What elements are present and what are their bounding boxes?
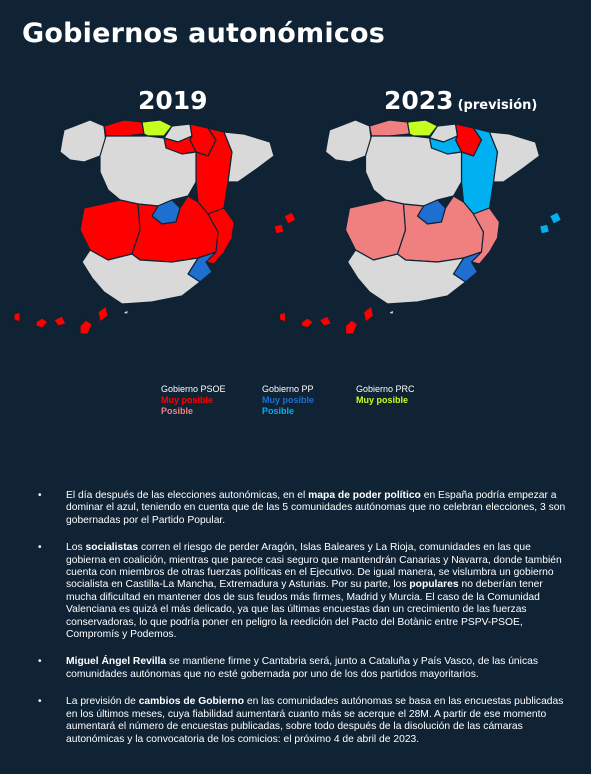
- map-year-2023: [384, 86, 537, 115]
- map-year-2019: [138, 86, 208, 115]
- bullet-dot-icon: •: [38, 490, 42, 501]
- map-year-note: (previsión): [457, 98, 538, 113]
- region-canarias: [280, 306, 374, 334]
- legend-item: Muy posible: [356, 395, 409, 405]
- bullet-text: La previsión de: [66, 696, 139, 708]
- map-2019: [12, 112, 297, 342]
- bullet-item: [38, 696, 573, 746]
- legend-psoe: [161, 384, 226, 417]
- page-title: Gobiernos autonómicos: [22, 18, 386, 49]
- bullet-dot-icon: •: [38, 656, 42, 668]
- legend-item: Muy posible: [161, 395, 214, 405]
- legend-title: Gobierno PSOE: [161, 384, 226, 394]
- region-galicia: [60, 120, 106, 162]
- legend-prc: [356, 384, 415, 406]
- bullet-text-bold: socialistas: [85, 542, 139, 554]
- bullet-dot-icon: •: [38, 696, 42, 708]
- legend-title: Gobierno PRC: [356, 384, 415, 394]
- region-ceuta: [390, 310, 394, 314]
- bullet-text-bold: Miguel Ángel Revilla: [66, 656, 167, 668]
- bullet-text: no deberían tener mucha dificultad en mantener dos de sus feudos más firmes, Madrid y Murcia. El caso de la Comunidad Valenciana es quizá el más delicado, ya que las últimas encuestas dan un crecimiento de las fuerzas conservadoras, lo que podría poner en peligro la reedición del Pacto del Botànic entre PSPV-PSOE, Compromís y Podemos.: [66, 579, 543, 641]
- region-asturias: [104, 120, 144, 136]
- bullet-text: corren el riesgo de perder Aragón, Islas Baleares y La Rioja, comunidades en las que gobierna en coalición, mientras que parece casi seguro que mantendrán Canarias y Navarra, donde también cuenta con miembros de otras fuerzas políticas en el Ejecutivo. De igual manera, se vislumbra un gobierno socialista en Castilla-La Mancha, Extremadura y Asturias. Por su parte, los: [66, 542, 562, 591]
- legend-title: Gobierno PP: [262, 384, 314, 394]
- bullet-text: en las comunidades autónomas se basa en las encuestas publicadas en los últimos meses, cuya fiabilidad aumentará cuanto más se acerque el 28M. A partir de ese momento aumentará el número de encuestas publicadas, sobre todo después de la disolución de las cámaras autonómicas y la convocatoria de los comicios: el próximo 4 de abril de 2023.: [66, 696, 564, 745]
- bullet-text: en España podría empezar a dominar el azul, teniendo en cuenta que de las 5 comunidades autónomas que no celebran elecciones, 3 son gobernadas por el Partido Popular.: [66, 490, 566, 526]
- map-year-label: 2019: [138, 86, 208, 115]
- region-cataluna: [490, 132, 540, 182]
- bullet-item: [38, 490, 573, 527]
- bullet-text: El día después de las elecciones autonómicas, en el: [66, 490, 309, 501]
- map-year-label: 2023: [384, 86, 454, 115]
- bullet-list: [38, 490, 573, 761]
- bullet-text-bold: cambios de Gobierno: [138, 696, 244, 708]
- bullet-text: Los: [66, 542, 86, 554]
- legend-item: Muy posible: [262, 395, 315, 405]
- bullet-text-bold: populares: [409, 579, 459, 591]
- region-ceuta: [124, 310, 128, 314]
- bullet-dot-icon: •: [38, 542, 42, 554]
- bullet-text: se mantiene firme y Cantabria será, junto a Cataluña y País Vasco, de las únicas comunidades autónomas que no esté gobernada por uno de los dos partidos mayoritarios.: [66, 656, 538, 680]
- bullet-item: [38, 542, 573, 641]
- legend-item: Posible: [262, 406, 295, 416]
- region-canarias: [14, 306, 108, 334]
- region-asturias: [370, 120, 410, 136]
- bullet-item: [38, 656, 573, 681]
- legend-pp: [262, 384, 314, 417]
- map-2023: [264, 112, 576, 342]
- region-baleares: [540, 212, 562, 234]
- legend-item: Posible: [161, 406, 194, 416]
- region-galicia: [326, 120, 372, 162]
- bullet-text-bold: mapa de poder político: [308, 490, 421, 501]
